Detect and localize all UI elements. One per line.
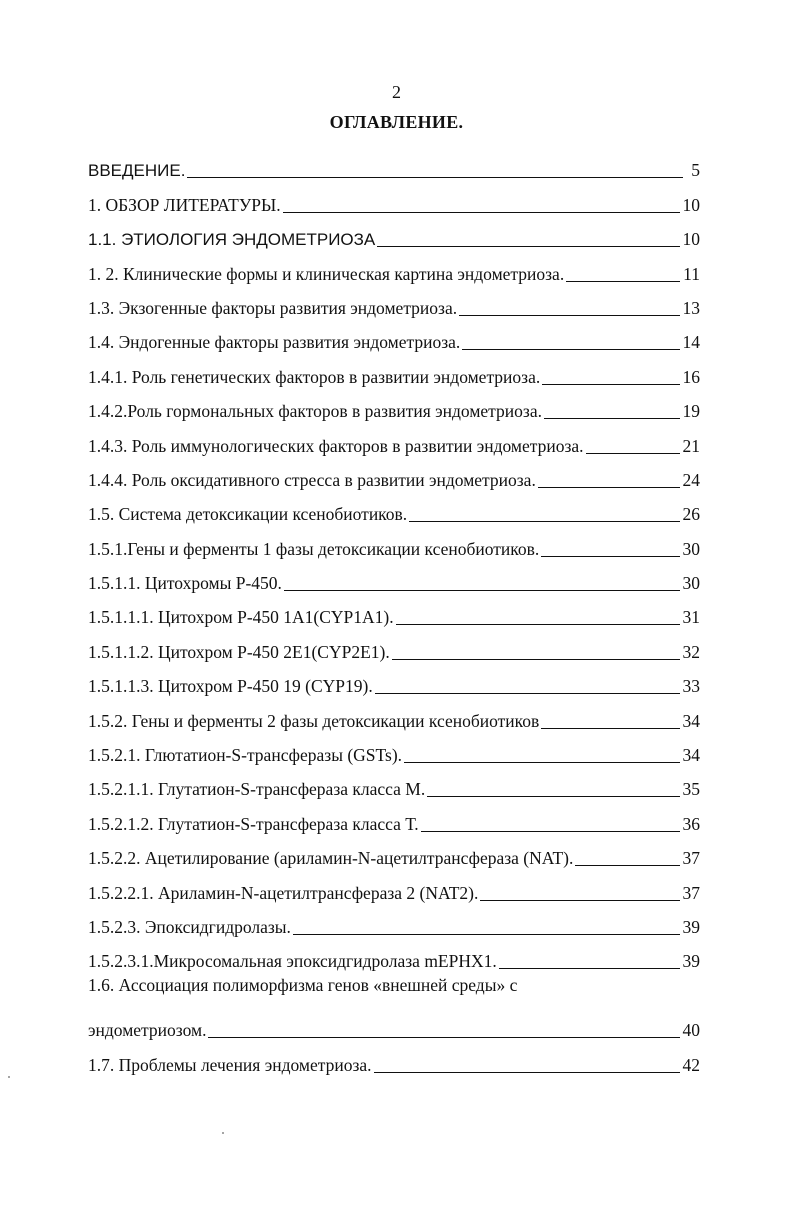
toc-entry[interactable]: [88, 907, 700, 941]
toc-entry[interactable]: [88, 391, 700, 425]
toc-entry-label: 1.5.2.1.2. Глутатион-S-трансфераза класса Т.: [88, 813, 419, 834]
toc-leader-line: [293, 934, 680, 935]
toc-entry[interactable]: [88, 666, 700, 700]
toc-entry-label: ВВЕДЕНИЕ.: [88, 161, 186, 181]
toc-leader-line: [566, 281, 680, 282]
toc-leader-line: [586, 453, 680, 454]
toc-leader-line: [396, 624, 680, 625]
toc-entry[interactable]: [88, 597, 700, 631]
toc-entry-label: 1.5.1.1.1. Цитохром Р-450 1А1(CYP1A1).: [88, 607, 394, 628]
toc-entry-page: 33: [682, 676, 700, 697]
toc-leader-line: [462, 349, 679, 350]
toc-entry-label: 1.7. Проблемы лечения эндометриоза.: [88, 1054, 372, 1075]
toc-entry[interactable]: [88, 700, 700, 734]
toc-entry-page: 10: [682, 194, 700, 215]
toc-entry[interactable]: [88, 769, 700, 803]
toc-entry[interactable]: [88, 1010, 700, 1044]
toc-entry-page: 16: [682, 366, 700, 387]
toc-leader-line: [187, 177, 683, 178]
toc-entry-label: 1.5.2.3.1.Микросомальная эпоксидгидролаза mEPHX1.: [88, 951, 497, 972]
toc-entry-page: 5: [691, 160, 700, 181]
toc-entry-page: 34: [682, 710, 700, 731]
page-number: 2: [392, 82, 401, 102]
toc-leader-line: [427, 796, 679, 797]
toc-leader-line: [374, 1072, 680, 1073]
toc-entry-label: 1. ОБЗОР ЛИТЕРАТУРЫ.: [88, 194, 281, 215]
toc-entry-label: 1.5.1.1. Цитохромы Р-450.: [88, 573, 282, 594]
toc-leader-line: [404, 762, 679, 763]
toc-entry-page: 40: [682, 1020, 700, 1041]
toc-entry[interactable]: [88, 253, 700, 287]
toc-entry[interactable]: [88, 184, 700, 218]
toc-entry-label-continued: эндометриозом.: [88, 1020, 207, 1041]
toc-entry-label: 1.5.2.1.1. Глутатион-S-трансфераза класса М.: [88, 779, 426, 800]
toc-entry-label: 1.5.1.1.3. Цитохром Р-450 19 (CYP19).: [88, 676, 373, 697]
toc-entry[interactable]: [88, 150, 700, 184]
toc-entry-first-line[interactable]: [88, 975, 700, 1009]
scan-speck: [222, 1132, 224, 1134]
toc-entry-page: 36: [682, 813, 700, 834]
toc-leader-line: [284, 590, 680, 591]
toc-leader-line: [499, 968, 680, 969]
toc-entry-label: 1.6. Ассоциация полиморфизма генов «внешней среды» с: [88, 975, 518, 996]
toc-leader-line: [542, 384, 679, 385]
toc-entry[interactable]: [88, 803, 700, 837]
table-of-contents: [88, 150, 700, 1079]
toc-entry-page: 37: [682, 882, 700, 903]
toc-leader-line: [575, 865, 679, 866]
toc-entry[interactable]: [88, 1044, 700, 1078]
toc-entry-label: 1.3. Экзогенные факторы развития эндометриоза.: [88, 297, 458, 318]
toc-entry[interactable]: [88, 460, 700, 494]
toc-entry[interactable]: [88, 528, 700, 562]
toc-entry[interactable]: [88, 425, 700, 459]
toc-entry-label: 1.1. ЭТИОЛОГИЯ ЭНДОМЕТРИОЗА: [88, 230, 376, 250]
toc-entry[interactable]: [88, 356, 700, 390]
toc-entry-label: 1.4.3. Роль иммунологических факторов в развитии эндометриоза.: [88, 435, 584, 456]
toc-entry-label: 1.4.4. Роль оксидативного стресса в развитии эндометриоза.: [88, 469, 536, 490]
toc-leader-line: [392, 659, 680, 660]
toc-leader-line: [409, 521, 679, 522]
toc-entry-page: 11: [683, 263, 700, 284]
toc-leader-line: [283, 212, 680, 213]
toc-leader-line: [377, 246, 679, 247]
toc-entry-page: 19: [682, 401, 700, 422]
toc-entry-label: 1.5. Система детоксикации ксенобиотиков.: [88, 504, 408, 525]
toc-entry-page: 13: [682, 297, 700, 318]
page-title: ОГЛАВЛЕНИЕ.: [329, 112, 464, 132]
toc-leader-line: [421, 831, 680, 832]
toc-entry-page: 31: [682, 607, 700, 628]
toc-entry-page: 34: [682, 745, 700, 766]
toc-entry[interactable]: [88, 219, 700, 253]
toc-entry-page: 30: [682, 538, 700, 559]
toc-entry-label: 1. 2. Клинические формы и клиническая картина эндометриоза.: [88, 263, 565, 284]
toc-entry-page: 24: [682, 469, 700, 490]
toc-entry-label: 1.5.2.3. Эпоксидгидролазы.: [88, 916, 291, 937]
toc-entry-page: 39: [682, 951, 700, 972]
toc-entry[interactable]: [88, 288, 700, 322]
toc-entry-page: 10: [682, 229, 700, 250]
toc-entry-page: 30: [682, 573, 700, 594]
toc-entry-page: 14: [682, 332, 700, 353]
toc-leader-line: [375, 693, 680, 694]
toc-entry-label: 1.4. Эндогенные факторы развития эндометриоза.: [88, 332, 461, 353]
toc-entry[interactable]: [88, 872, 700, 906]
toc-entry[interactable]: [88, 631, 700, 665]
toc-entry[interactable]: [88, 563, 700, 597]
toc-leader-line: [541, 556, 679, 557]
toc-entry-page: 26: [682, 504, 700, 525]
toc-entry[interactable]: [88, 322, 700, 356]
toc-entry[interactable]: [88, 494, 700, 528]
toc-entry-page: 32: [682, 641, 700, 662]
toc-leader-line: [459, 315, 679, 316]
toc-entry[interactable]: [88, 735, 700, 769]
toc-entry-label: 1.5.1.Гены и ферменты 1 фазы детоксикации ксенобиотиков.: [88, 538, 540, 559]
toc-entry-label: 1.4.2.Роль гормональных факторов в развития эндометриоза.: [88, 401, 542, 422]
toc-entry-label: 1.5.2.2. Ацетилирование (ариламин-N-ацетилтрансфераза (NAT).: [88, 848, 574, 869]
toc-entry-label: 1.5.2.1. Глютатион-S-трансферазы (GSTs).: [88, 745, 403, 766]
toc-entry-page: 37: [682, 848, 700, 869]
toc-leader-line: [208, 1037, 679, 1038]
toc-entry-label: 1.5.2. Гены и ферменты 2 фазы детоксикации ксенобиотиков: [88, 710, 540, 731]
toc-leader-line: [538, 487, 680, 488]
scan-speck: [8, 1076, 10, 1078]
toc-entry-label: 1.4.1. Роль генетических факторов в развитии эндометриоза.: [88, 366, 541, 387]
toc-leader-line: [541, 728, 679, 729]
toc-entry-page: 42: [682, 1054, 700, 1075]
toc-entry[interactable]: [88, 941, 700, 975]
toc-leader-line: [544, 418, 680, 419]
toc-entry-page: 39: [682, 916, 700, 937]
toc-entry-label: 1.5.1.1.2. Цитохром Р-450 2Е1(CYP2E1).: [88, 641, 390, 662]
toc-entry-label: 1.5.2.2.1. Ариламин-N-ацетилтрансфераза 2 (NAT2).: [88, 882, 479, 903]
toc-entry-page: 35: [682, 779, 700, 800]
toc-leader-line: [480, 900, 679, 901]
toc-entry-page: 21: [682, 435, 700, 456]
toc-entry[interactable]: [88, 838, 700, 872]
